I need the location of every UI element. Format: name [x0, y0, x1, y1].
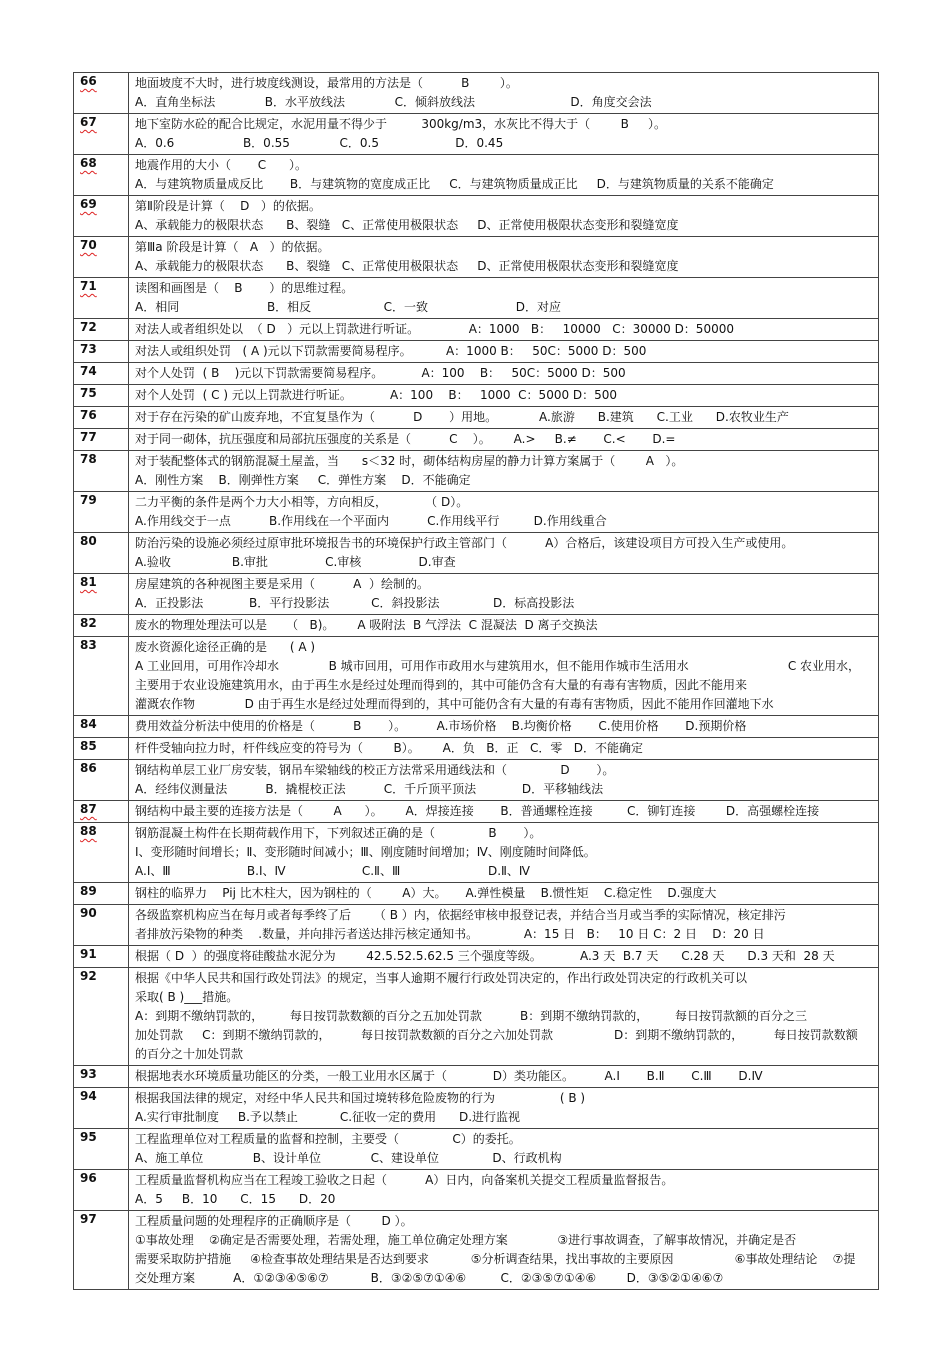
question-number-cell — [74, 1129, 129, 1170]
question-row — [74, 1170, 879, 1211]
question-number-cell — [74, 716, 129, 738]
question-number: 67 — [80, 115, 97, 129]
question-text-cell — [129, 341, 879, 363]
question-stem: 废水的物理处理法可以是 （ B)。 A 吸附法 B 气浮法 C 混凝法 D 离子交换法 — [135, 618, 598, 632]
question-number-cell — [74, 883, 129, 905]
question-table — [73, 72, 879, 1290]
question-text-cell — [129, 363, 879, 385]
question-stem: 根据《中华人民共和国行政处罚法》的规定，当事人逾期不履行行政处罚决定的，作出行政处罚决定的行政机关可以 — [135, 971, 748, 985]
question-number: 89 — [80, 884, 97, 898]
question-number: 84 — [80, 717, 97, 731]
question-number-cell — [74, 385, 129, 407]
question-row — [74, 114, 879, 155]
question-stem: 根据地表水环境质量功能区的分类，一般工业用水区属于（ D）类功能区。 A.Ⅰ B.Ⅱ C.Ⅲ D.Ⅳ — [135, 1069, 763, 1083]
question-text-cell — [129, 385, 879, 407]
question-row — [74, 73, 879, 114]
question-stem: 对法人或组织处罚 ( A )元以下罚款需要简易程序。 A：1000 B： 50C：5000 D：500 — [135, 344, 647, 358]
question-number: 85 — [80, 739, 97, 753]
question-number: 75 — [80, 386, 97, 400]
question-text-cell — [129, 237, 879, 278]
question-options: A．0.6 B．0.55 C．0.5 D．0.45 — [135, 136, 504, 150]
question-stem: 第Ⅱ阶段是计算（ D ）的依据。 — [135, 199, 321, 213]
question-options: A.Ⅰ、Ⅲ B.Ⅰ、Ⅳ C.Ⅱ、Ⅲ D.Ⅱ、Ⅳ — [135, 864, 531, 878]
question-row — [74, 760, 879, 801]
question-text-cell — [129, 533, 879, 574]
question-number-cell — [74, 278, 129, 319]
question-number: 93 — [80, 1067, 97, 1081]
question-text-cell — [129, 196, 879, 237]
question-text-cell — [129, 738, 879, 760]
question-number-cell — [74, 801, 129, 823]
question-number-cell — [74, 760, 129, 801]
question-stem: 工程监理单位对工程质量的监督和控制，主要受（ C）的委托。 — [135, 1132, 521, 1146]
question-row — [74, 883, 879, 905]
question-text-cell — [129, 905, 879, 946]
question-text-cell — [129, 946, 879, 968]
question-row — [74, 533, 879, 574]
question-stem: 对法人或者组织处以 （ D ）元以上罚款进行听证。 A：1000 B： 10000 C：30000 D：50000 — [135, 322, 734, 336]
question-number-cell — [74, 73, 129, 114]
question-text-cell — [129, 574, 879, 615]
question-options: A、承载能力的极限状态 B、裂缝 C、正常使用极限状态 D、正常使用极限状态变形和裂缝宽度 — [135, 218, 679, 232]
question-text-cell — [129, 1066, 879, 1088]
question-row — [74, 363, 879, 385]
question-text-cell — [129, 883, 879, 905]
question-stem: 房屋建筑的各种视图主要是采用（ A ）绘制的。 — [135, 577, 429, 591]
question-number: 80 — [80, 534, 97, 548]
question-stem: 对于装配整体式的钢筋混凝土屋盖，当 s＜32 时，砌体结构房屋的静力计算方案属于（ A ）。 — [135, 454, 684, 468]
question-row — [74, 801, 879, 823]
question-text-cell — [129, 1170, 879, 1211]
question-options: A：到期不缴纳罚款的， 每日按罚款数额的百分之五加处罚款 B：到期不缴纳罚款的， 每日按罚款额的百分之三 — [135, 1009, 807, 1023]
question-number: 90 — [80, 906, 97, 920]
question-stem: 对于同一砌体，抗压强度和局部抗压强度的关系是（ C ）。 A.> B.≠ C.< D.= — [135, 432, 676, 446]
question-stem: 地下室防水砼的配合比规定，水泥用量不得少于 300kg/m3，水灰比不得大于（ B ）。 — [135, 117, 666, 131]
question-stem: 工程质量问题的处理程序的正确顺序是（ D ）。 — [135, 1214, 413, 1228]
question-options: 者排放污染物的种类 .数量，并向排污者送达排污核定通知书。 A：15 日 B： 10 日 C：2 日 D：20 日 — [135, 927, 765, 941]
question-options: A、施工单位 B、设计单位 C、建设单位 D、行政机构 — [135, 1151, 562, 1165]
question-options: 交处理方案 A．①②③④⑤⑥⑦ B．③②⑤⑦①④⑥ C．②③⑤⑦①④⑥ D．③⑤②①④⑥⑦ — [135, 1271, 724, 1285]
question-number-cell — [74, 968, 129, 1066]
question-text-cell — [129, 278, 879, 319]
question-options: A 工业回用，可用作冷却水 B 城市回用，可用作市政用水与建筑用水，但不能用作城市生活用水 C 农业用水， — [135, 659, 861, 673]
question-stem: 各级监察机构应当在每月或者每季终了后 （ B ）内，依据经审核申报登记表，并结合当月或当季的实际情况，核定排污 — [135, 908, 786, 922]
question-number: 91 — [80, 947, 97, 961]
question-number-cell — [74, 451, 129, 492]
question-options: A.作用线交于一点 B.作用线在一个平面内 C.作用线平行 D.作用线重合 — [135, 514, 607, 528]
question-options: 加处罚款 C：到期不缴纳罚款的， 每日按罚款数额的百分之六加处罚款 D：到期不缴纳罚款的， 每日按罚款数额 — [135, 1028, 858, 1042]
question-number: 76 — [80, 408, 97, 422]
question-row — [74, 1066, 879, 1088]
question-stem: 地面坡度不大时，进行坡度线测设，最常用的方法是（ B ）。 — [135, 76, 518, 90]
question-options: A、承载能力的极限状态 B、裂缝 C、正常使用极限状态 D、正常使用极限状态变形和裂缝宽度 — [135, 259, 679, 273]
question-number: 86 — [80, 761, 97, 775]
question-options: A．相同 B．相反 C．一致 D．对应 — [135, 300, 562, 314]
question-options: A.实行审批制度 B.予以禁止 C.征收一定的费用 D.进行监视 — [135, 1110, 521, 1124]
question-stem: 二力平衡的条件是两个力大小相等，方向相反， （ D）。 — [135, 495, 469, 509]
question-number: 71 — [80, 279, 97, 293]
question-options: A．经纬仪测量法 B．撬棍校正法 C．千斤顶平顶法 D．平移轴线法 — [135, 782, 604, 796]
question-text-cell — [129, 407, 879, 429]
question-stem: 根据（ D ）的强度将硅酸盐水泥分为 42.5.52.5.62.5 三个强度等级。 A.3 天 B.7 天 C.28 天 D.3 天和 28 天 — [135, 949, 835, 963]
question-text-cell — [129, 823, 879, 883]
question-row — [74, 905, 879, 946]
question-number-cell — [74, 905, 129, 946]
question-number-cell — [74, 1066, 129, 1088]
question-number-cell — [74, 823, 129, 883]
question-text-cell — [129, 968, 879, 1066]
question-options: A.验收 B.审批 C.审核 D.审查 — [135, 555, 456, 569]
question-number: 87 — [80, 802, 97, 816]
question-stem: 钢结构单层工业厂房安装，钢吊车梁轴线的校正方法常采用通线法和（ D ）。 — [135, 763, 615, 777]
question-row — [74, 574, 879, 615]
question-number: 68 — [80, 156, 97, 170]
question-stem: 第Ⅲa 阶段是计算（ A ）的依据。 — [135, 240, 330, 254]
question-number-cell — [74, 196, 129, 237]
question-number: 70 — [80, 238, 97, 252]
question-number-cell — [74, 1170, 129, 1211]
question-row — [74, 319, 879, 341]
question-row — [74, 155, 879, 196]
question-number-cell — [74, 155, 129, 196]
question-number-cell — [74, 574, 129, 615]
question-stem: 钢结构中最主要的连接方法是（ A ）。 A．焊接连接 B．普通螺栓连接 C．铆钉连接 D．高强螺栓连接 — [135, 804, 820, 818]
question-number: 88 — [80, 824, 97, 838]
question-number: 82 — [80, 616, 97, 630]
question-row — [74, 946, 879, 968]
question-number-cell — [74, 114, 129, 155]
question-row — [74, 1088, 879, 1129]
question-number-cell — [74, 946, 129, 968]
question-options: 主要用于农业设施建筑用水，由于再生水是经过处理而得到的，其中可能仍含有大量的有毒有害物质，因此不能用来 — [135, 678, 748, 692]
question-number-cell — [74, 492, 129, 533]
question-number: 94 — [80, 1089, 97, 1103]
question-stem: 对个人处罚 ( C ) 元以上罚款进行听证。 A：100 B： 1000 C：5000 D：500 — [135, 388, 618, 402]
question-sheet — [73, 72, 879, 1290]
question-row — [74, 738, 879, 760]
question-text-cell — [129, 319, 879, 341]
question-row — [74, 1211, 879, 1290]
question-number: 95 — [80, 1130, 97, 1144]
question-number-cell — [74, 533, 129, 574]
question-row — [74, 716, 879, 738]
question-row — [74, 196, 879, 237]
question-options: ①事故处理 ②确定是否需要处理，若需处理，施工单位确定处理方案 ③进行事故调查，了解事故情况，并确定是否 — [135, 1233, 797, 1247]
question-row — [74, 615, 879, 637]
question-text-cell — [129, 492, 879, 533]
question-row — [74, 429, 879, 451]
question-row — [74, 407, 879, 429]
question-number: 78 — [80, 452, 97, 466]
question-text-cell — [129, 73, 879, 114]
question-stem: 读图和画图是（ B ）的思维过程。 — [135, 281, 354, 295]
question-options: A．刚性方案 B．刚弹性方案 C．弹性方案 D．不能确定 — [135, 473, 471, 487]
question-options: 需要采取防护措施 ④检查事故处理结果是否达到要求 ⑤分析调查结果，找出事故的主要原因 ⑥事故处理结论 ⑦提 — [135, 1252, 856, 1266]
question-row — [74, 637, 879, 716]
question-stem: 钢筋混凝土构件在长期荷载作用下，下列叙述正确的是（ B ）。 — [135, 826, 542, 840]
question-text-cell — [129, 451, 879, 492]
question-number: 97 — [80, 1212, 97, 1226]
question-number-cell — [74, 738, 129, 760]
question-stem: 废水资源化途径正确的是 ( A ) — [135, 640, 316, 654]
question-text-cell — [129, 429, 879, 451]
question-row — [74, 823, 879, 883]
question-text-cell — [129, 637, 879, 716]
question-stem: 地震作用的大小（ C ）。 — [135, 158, 307, 172]
question-stem: 对于存在污染的矿山废弃地，不宜复垦作为（ D ）用地。 A.旅游 B.建筑 C.工业 D.农牧业生产 — [135, 410, 789, 424]
question-stem: 工程质量监督机构应当在工程竣工验收之日起（ A）日内，向备案机关提交工程质量监督报告。 — [135, 1173, 674, 1187]
question-stem: 根据我国法律的规定，对经中华人民共和国过境转移危险废物的行为 ( B ) — [135, 1091, 586, 1105]
question-number-cell — [74, 363, 129, 385]
question-number-cell — [74, 1211, 129, 1290]
question-number-cell — [74, 637, 129, 716]
question-number: 81 — [80, 575, 97, 589]
question-number: 92 — [80, 969, 97, 983]
question-number-cell — [74, 237, 129, 278]
question-stem: 钢柱的临界力 Pij 比木柱大，因为钢柱的（ A）大。 A.弹性模量 B.惯性矩 C.稳定性 D.强度大 — [135, 886, 717, 900]
question-number-cell — [74, 1088, 129, 1129]
question-options: A．5 B．10 C．15 D．20 — [135, 1192, 336, 1206]
question-row — [74, 1129, 879, 1170]
question-text-cell — [129, 615, 879, 637]
question-text-cell — [129, 760, 879, 801]
question-text-cell — [129, 801, 879, 823]
question-stem: 对个人处罚 ( B )元以下罚款需要简易程序。 A：100 B： 50C：5000 D：500 — [135, 366, 626, 380]
question-options: 灌溉农作物 D 由于再生水是经过处理而得到的，其中可能仍含有大量的有毒有害物质，因此不能用作回灌地下水 — [135, 697, 774, 711]
question-stem: 防治污染的设施必须经过原审批环境报告书的环境保护行政主管部门（ A）合格后，该建设项目方可投入生产或使用。 — [135, 536, 794, 550]
question-number: 69 — [80, 197, 97, 211]
question-options: 采取( B )___措施。 — [135, 990, 239, 1004]
question-row — [74, 237, 879, 278]
question-options: A．直角坐标法 B．水平放线法 C．倾斜放线法 D．角度交会法 — [135, 95, 652, 109]
question-options: A．正投影法 B．平行投影法 C．斜投影法 D．标高投影法 — [135, 596, 575, 610]
question-options: 的百分之十加处罚款 — [135, 1047, 244, 1061]
question-text-cell — [129, 114, 879, 155]
question-text-cell — [129, 155, 879, 196]
question-stem: 杆件受轴向拉力时，杆件线应变的符号为（ B）。 A．负 B．正 C．零 D．不能确定 — [135, 741, 644, 755]
question-number: 77 — [80, 430, 97, 444]
question-number-cell — [74, 319, 129, 341]
question-text-cell — [129, 1088, 879, 1129]
question-text-cell — [129, 1211, 879, 1290]
question-number-cell — [74, 341, 129, 363]
question-options: Ⅰ、变形随时间增长；Ⅱ、变形随时间减小；Ⅲ、刚度随时间增加；Ⅳ、刚度随时间降低。 — [135, 845, 596, 859]
question-row — [74, 385, 879, 407]
question-number: 73 — [80, 342, 97, 356]
question-number-cell — [74, 429, 129, 451]
question-row — [74, 451, 879, 492]
question-number: 79 — [80, 493, 97, 507]
question-text-cell — [129, 716, 879, 738]
question-text-cell — [129, 1129, 879, 1170]
question-options: A．与建筑物质量成反比 B．与建筑物的宽度成正比 C．与建筑物质量成正比 D．与建筑物质量的关系不能确定 — [135, 177, 774, 191]
question-number: 96 — [80, 1171, 97, 1185]
question-number-cell — [74, 615, 129, 637]
question-number: 72 — [80, 320, 97, 334]
question-number: 74 — [80, 364, 97, 378]
question-number: 66 — [80, 74, 97, 88]
question-row — [74, 278, 879, 319]
question-number-cell — [74, 407, 129, 429]
question-row — [74, 968, 879, 1066]
question-row — [74, 341, 879, 363]
question-number: 83 — [80, 638, 97, 652]
question-stem: 费用效益分析法中使用的价格是（ B ）。 A.市场价格 B.均衡价格 C.使用价格 D.预期价格 — [135, 719, 747, 733]
question-row — [74, 492, 879, 533]
